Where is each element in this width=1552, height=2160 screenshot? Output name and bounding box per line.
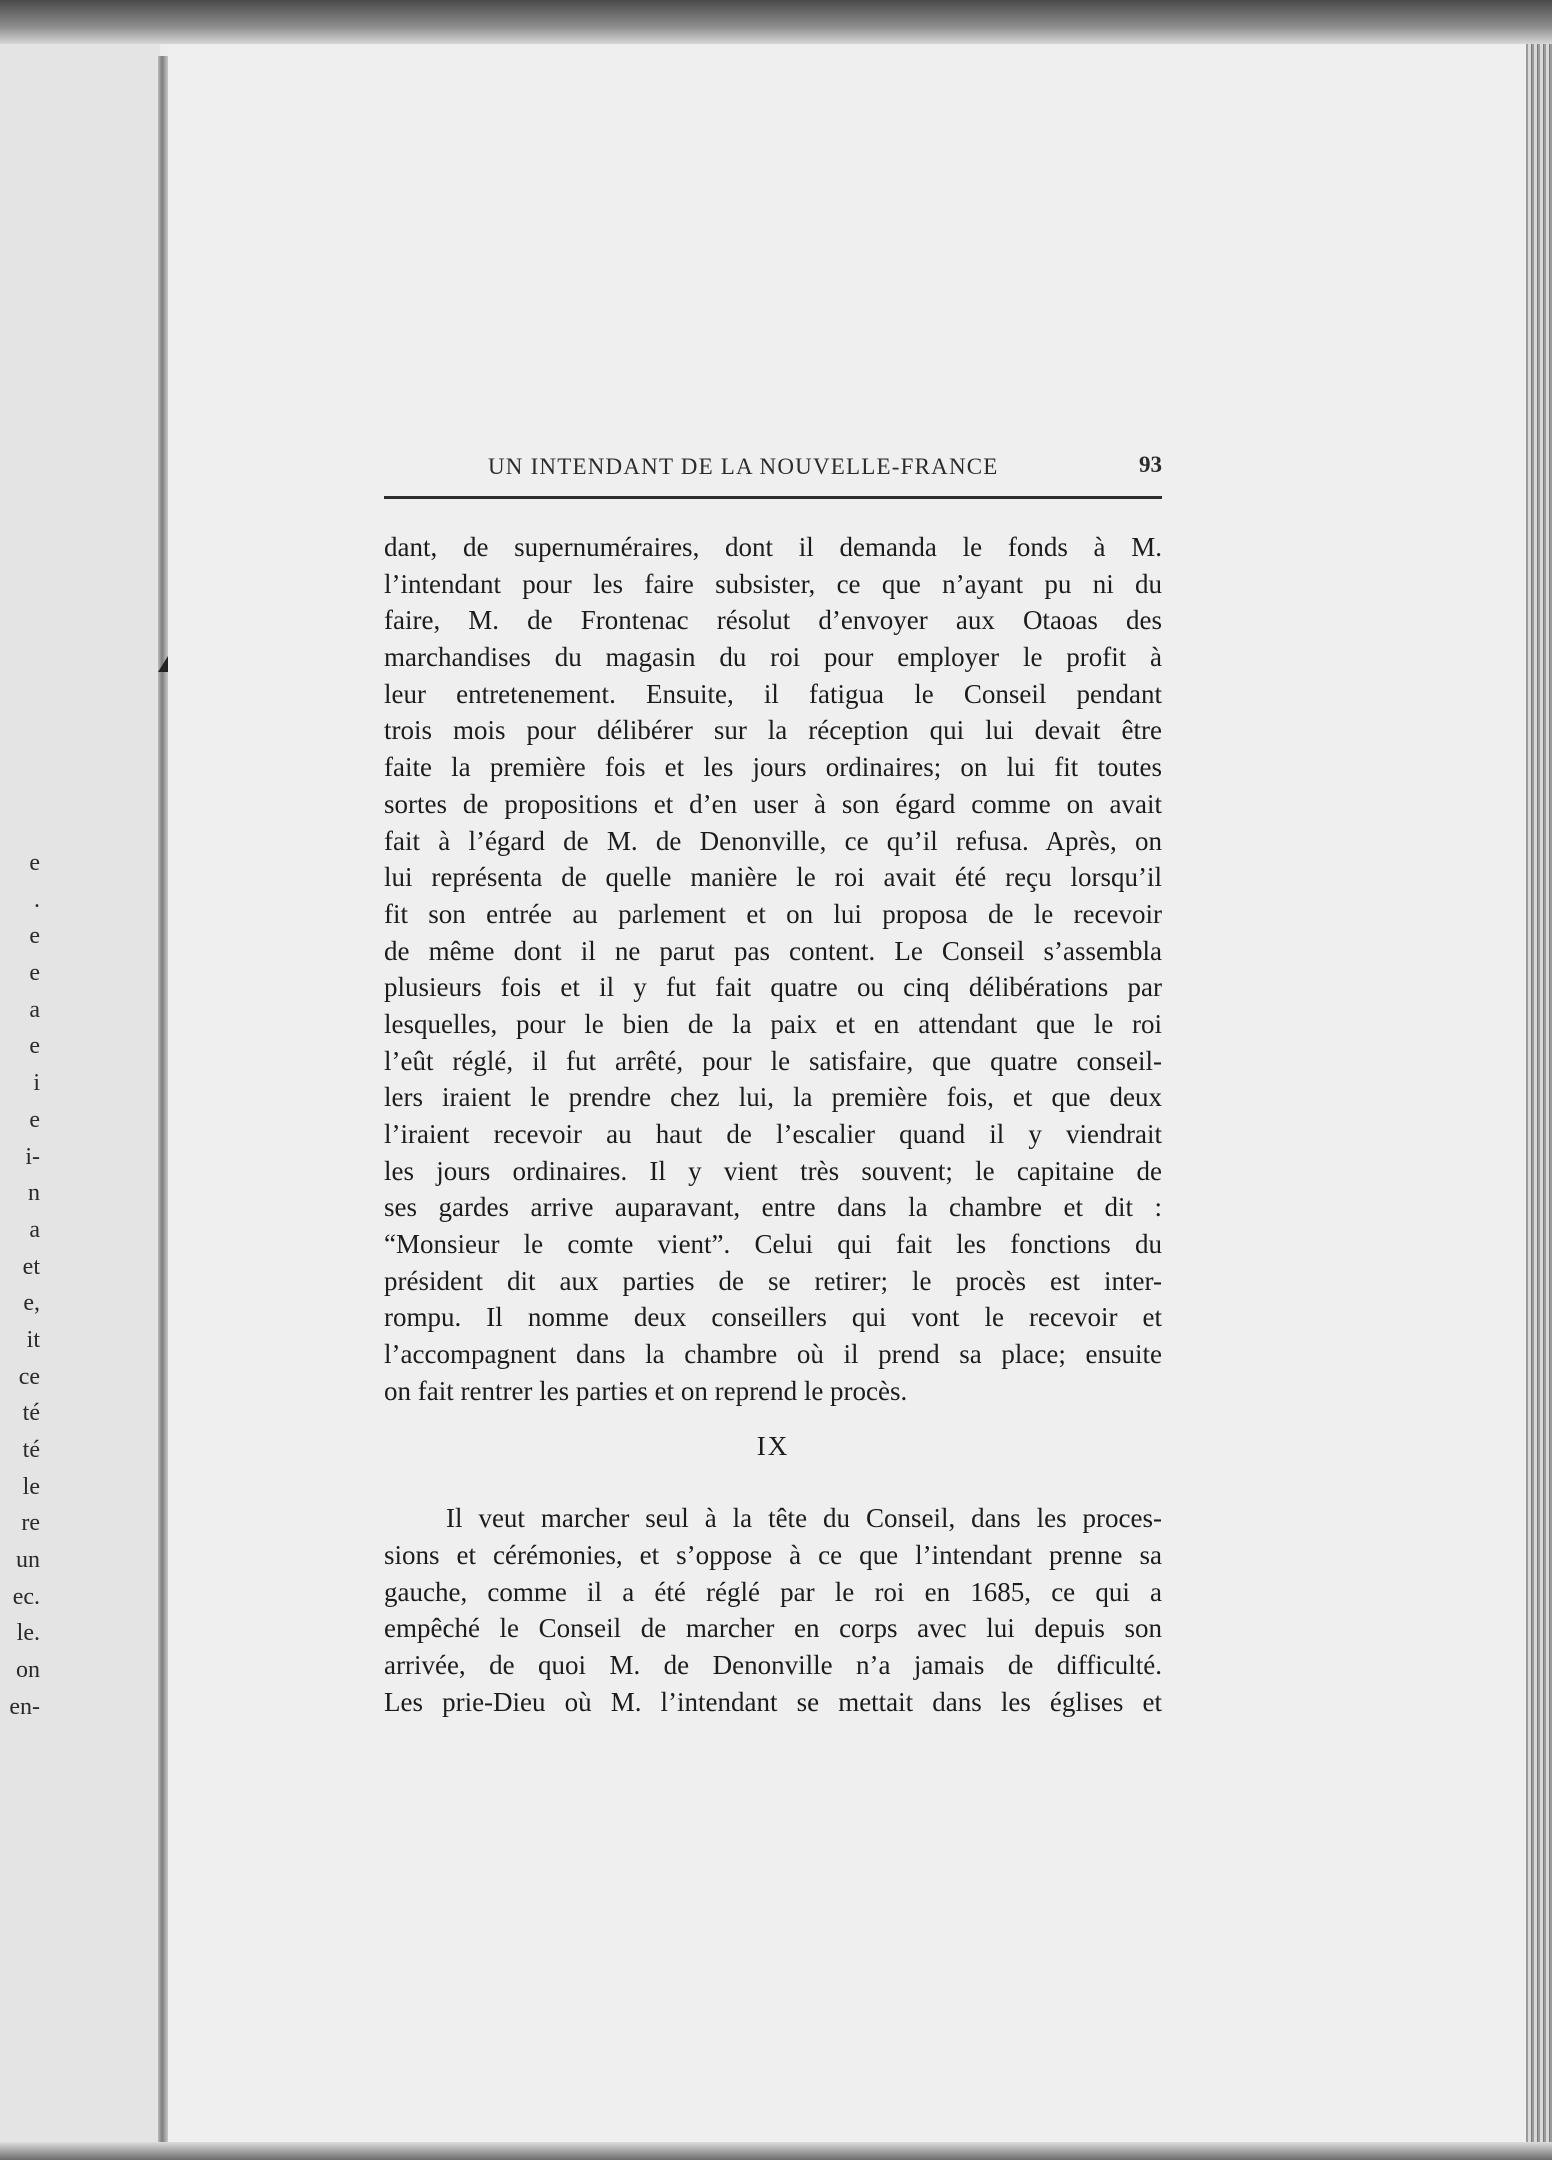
text-line: fait à l’égard de M. de Denonville, ce qu’il refusa. Après, on [384, 825, 1162, 856]
fragment-line: e [29, 850, 40, 876]
fragment-line: le [22, 1473, 40, 1500]
paragraph-continued [384, 529, 1162, 1410]
fragment-line: le. [16, 1620, 40, 1647]
fragment-line: e [29, 960, 40, 987]
text-line: empêché le Conseil de marcher en corps avec lui depuis son [384, 1613, 1162, 1644]
previous-page-text-fragments [0, 845, 40, 1726]
fragment-line: e [29, 923, 40, 950]
text-line: trois mois pour délibérer sur la réception qui lui devait être [384, 715, 1162, 746]
fragment-line: i [33, 1070, 40, 1097]
fragment-line: ce [18, 1363, 40, 1390]
page-number: 93 [1139, 452, 1162, 477]
text-line: l’intendant pour les faire subsister, ce que n’ayant pu ni du [384, 568, 1162, 599]
text-line: faite la première fois et les jours ordinaires; on lui fit toutes [384, 752, 1162, 783]
fragment-line: n [28, 1180, 40, 1207]
body-text [384, 529, 1162, 1720]
text-line: dant, de supernuméraires, dont il demanda le fonds à M. [384, 532, 1162, 562]
running-title: UN INTENDANT DE LA NOUVELLE-FRANCE [488, 454, 999, 479]
fragment-line: e [29, 1106, 40, 1133]
text-line: l’eût réglé, il fut arrêté, pour le satisfaire, que quatre conseil- [384, 1045, 1162, 1076]
fragment-line: on [16, 1657, 40, 1684]
fragment-line: a [29, 1216, 40, 1243]
fragment-line: un [16, 1547, 40, 1574]
book-gutter [158, 56, 168, 2146]
scan-bottom-edge [0, 2142, 1552, 2160]
text-line: lers iraient le prendre chez lui, la première fois, et que deux [384, 1082, 1162, 1113]
fragment-line: té [22, 1437, 40, 1463]
text-line: les jours ordinaires. Il y vient très souvent; le capitaine de [384, 1155, 1162, 1186]
text-line: gauche, comme il a été réglé par le roi en 1685, ce qui a [384, 1576, 1162, 1607]
fragment-line: a [29, 996, 40, 1023]
text-line: faire, M. de Frontenac résolut d’envoyer aux Otaoas des [384, 605, 1162, 636]
scan-top-edge [0, 0, 1552, 44]
text-line: ses gardes arrive auparavant, entre dans la chambre et dit : [384, 1192, 1162, 1223]
text-line: lui représenta de quelle manière le roi avait été reçu lorsqu’il [384, 862, 1162, 893]
text-line: “Monsieur le comte vient”. Celui qui fait les fonctions du [384, 1229, 1162, 1260]
fragment-line: ec. [12, 1583, 40, 1610]
text-line: sions et cérémonies, et s’oppose à ce que l’intendant prenne sa [384, 1539, 1162, 1570]
text-line: rompu. Il nomme deux conseillers qui vont le recevoir et [384, 1302, 1162, 1333]
text-line: sortes de propositions et d’en user à son égard comme on avait [384, 788, 1162, 819]
text-line: de même dont il ne parut pas content. Le Conseil s’assembla [384, 935, 1162, 966]
text-line: Il veut marcher seul à la tête du Conseil, dans les proces- [446, 1503, 1162, 1534]
fragment-line: re [21, 1510, 40, 1537]
text-line: plusieurs fois et il y fut fait quatre ou cinq délibérations par [384, 972, 1162, 1003]
text-line: président dit aux parties de se retirer; le procès est inter- [384, 1265, 1162, 1296]
text-line: marchandises du magasin du roi pour employer le profit à [384, 642, 1162, 673]
fragment-line: té [22, 1400, 40, 1427]
fragment-line: et [22, 1253, 40, 1280]
text-line: on fait rentrer les parties et on reprend le procès. [384, 1375, 908, 1406]
fragment-line: . [34, 886, 40, 913]
text-line: l’accompagnent dans la chambre où il prend sa place; ensuite [384, 1339, 1162, 1370]
page-block-edge [1526, 44, 1552, 2144]
running-head [384, 452, 1162, 486]
text-line: Les prie-Dieu où M. l’intendant se mettait dans les églises et [384, 1686, 1162, 1717]
header-rule [384, 496, 1162, 499]
text-line: fit son entrée au parlement et on lui proposa de le recevoir [384, 898, 1162, 929]
text-line: arrivée, de quoi M. de Denonville n’a jamais de difficulté. [384, 1649, 1162, 1680]
text-line: l’iraient recevoir au haut de l’escalier quand il y viendrait [384, 1119, 1162, 1149]
fragment-line: en- [9, 1693, 40, 1720]
section-number: IX [756, 1430, 790, 1461]
paragraph-section-ix [384, 1500, 1162, 1720]
fragment-line: it [26, 1326, 40, 1353]
text-line: lesquelles, pour le bien de la paix et en attendant que le roi [384, 1008, 1162, 1039]
fragment-line: i- [25, 1143, 40, 1170]
fragment-line: e, [23, 1290, 40, 1317]
fragment-line: e [29, 1033, 40, 1060]
text-line: leur entretenement. Ensuite, il fatigua le Conseil pendant [384, 678, 1162, 709]
